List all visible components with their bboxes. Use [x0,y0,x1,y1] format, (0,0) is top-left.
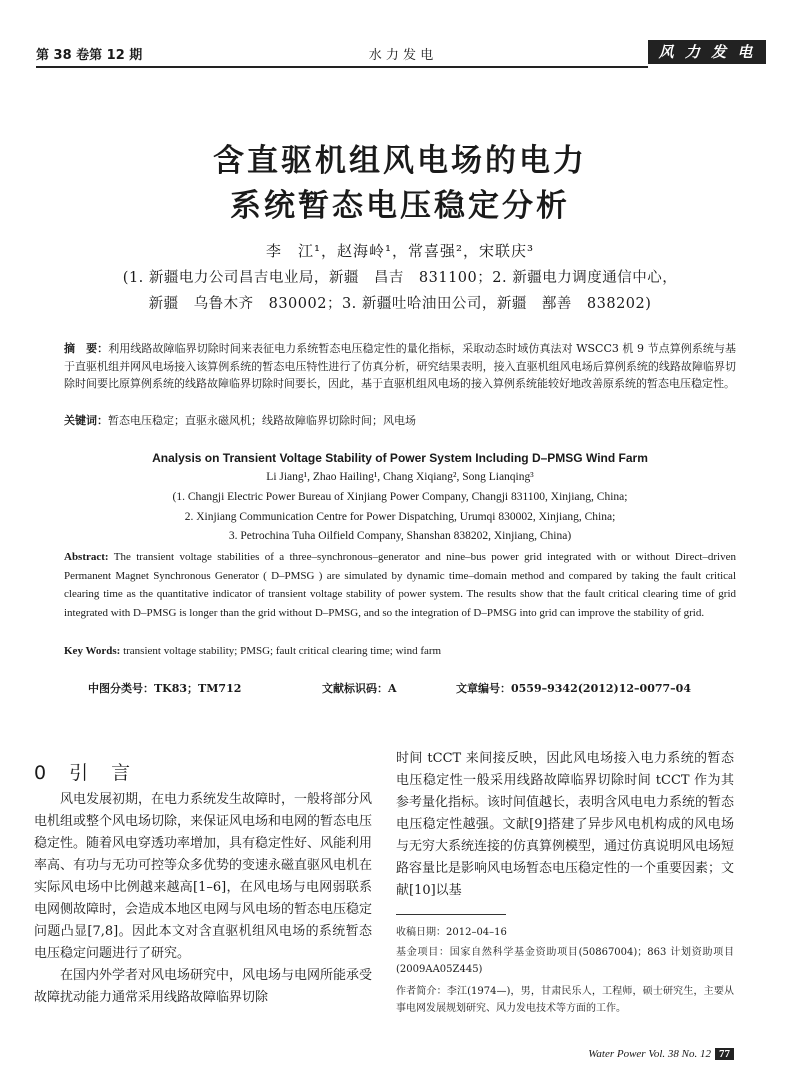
abstract-cn-text: 利用线路故障临界切除时间来表征电力系统暂态电压稳定性的量化指标，采取动态时域仿真法对 WSCC3 机 9 节点算例系统与基于直驱机组并网风电场接入该算例系统的暂态电压特性进行了仿真分析，研究结果表明，接入直驱机组风电场后算例系统的线路故障临界切除时间要比原算例系统的线路故障临界切除时间要长，因此，基于直驱机组风电场的接入算例系统能较好地改善原系统的暂态电压稳定性。 [64,342,737,390]
keywords-cn-text: 暂态电压稳定；直驱永磁风机；线路故障临界切除时间；风电场 [108,414,416,427]
left-column [34,758,372,1009]
page-number: 77 [715,1048,734,1060]
affiliation-cn-1: (1. 新疆电力公司昌吉电业局，新疆 昌吉 831100；2. 新疆电力调度通信中心， [122,270,678,286]
header-rule [36,66,648,68]
section-heading: 0 引 言 [34,762,133,784]
footer-journal: Water Power Vol. 38 No. 12 [588,1048,711,1060]
english-authors: Li Jiang¹, Zhao Hailing¹, Chang Xiqiang², Song Lianqing³ [266,471,534,483]
keywords-cn-label: 关键词： [64,414,108,427]
title-line-1: 含直驱机组风电场的电力 [213,143,587,179]
journal-name: 水 力 发 电 [368,48,434,63]
english-affiliation-1: (1. Changji Electric Power Bureau of Xinjiang Power Company, Changji 831100, Xinjiang, China; [172,491,628,503]
footnote-rule [396,914,506,915]
english-abstract [64,548,736,622]
keywords-cn [64,412,736,430]
english-keywords-label: Key Words: [64,645,121,657]
footnote-fund: 基金项目：国家自然科学基金资助项目(50867004)；863 计划资助项目(2009AA05Z445) [396,947,734,975]
page-footer [588,1048,734,1060]
english-title: Analysis on Transient Voltage Stability of Power System Including D–PMSG Wind Farm [152,451,648,465]
english-abstract-text: The transient voltage stabilities of a three–synchronous–generator and nine–bus power grid integrated with or without Direct–driven Permanent Magnet Synchronous Generator ( D–PMSG ) are simulated by dynamic time–domain method and compared by taking the fault critical clearing time as the quantitative indicator of transient voltage stability of power system. The results show that the fault critical clearing time of grid integrated with D–PMSG is longer than the grid without D–PMSG, and so the integration of D–PMSG into grid can improve the stability of grid. [64,551,736,619]
intro-paragraph-1: 风电发展初期，在电力系统发生故障时，一般将部分风电机组或整个风电场切除，来保证风电场和电网的暂态电压稳定性。随着风电穿透功率增加，具有稳定性好、风能利用率高、有功与无功可控等众多优势的变速永磁直驱风电机在实际风电场中比例越来越高[1–6]，在风电场与电网弱联系电网侧故障时，会造成本地区电网与风电场的暂态电压稳定问题凸显[7,8]。因此本文对含直驱机组风电场的系统暂态电压稳定问题进行了研究。 [34,792,373,961]
english-affiliation-3: 3. Petrochina Tuha Oilfield Company, Shanshan 838202, Xinjiang, China) [228,530,572,542]
document-code: 文献标识码：A [322,682,397,695]
english-keywords-text: transient voltage stability; PMSG; fault critical clearing time; wind farm [120,645,442,657]
section-badge: 风 力 发 电 [648,40,766,64]
abstract-cn [64,340,736,393]
volume-issue: 第 38 卷第 12 期 [36,48,143,63]
article-number: 文章编号：0559–9342(2012)12–0077–04 [456,682,691,695]
english-abstract-label: Abstract: [64,551,109,563]
footnote-received: 收稿日期：2012–04–16 [396,927,507,938]
intro-paragraph-2: 在国内外学者对风电场研究中，风电场与电网所能承受故障扰动能力通常采用线路故障临界切除 [34,968,373,1005]
page-header [36,38,766,68]
authors-cn: 李 江¹，赵海岭¹，常喜强²，宋联庆³ [265,242,535,260]
title-line-2: 系统暂态电压稳定分析 [230,188,570,224]
affiliation-cn-2: 新疆 乌鲁木齐 830002；3. 新疆吐哈油田公司，新疆 鄯善 838202) [148,296,652,312]
footnote-author: 作者简介：李江(1974—)，男，甘肃民乐人，工程师，硕士研究生，主要从事电网发展规划研究、风力发电技术等方面的工作。 [396,986,734,1014]
right-column [396,748,734,902]
clc-number: 中图分类号：TK83；TM712 [88,682,242,695]
english-keywords [64,645,736,657]
intro-paragraph-3: 时间 tCCT 来间接反映，因此风电场接入电力系统的暂态电压稳定性一般采用线路故障临界切除时间 tCCT 作为其参考量化指标。该时间值越长，表明含风电电力系统的暂态电压稳定性越强。文献[9]搭建了异步风电机构成的风电场与无穷大系统连接的仿真算例模型，通过仿真说明风电场短路容量比是影响风电场暂态电压稳定性的一个重要因素；文献[10]以基 [396,751,735,898]
abstract-cn-label: 摘 要： [64,342,109,355]
english-affiliation-2: 2. Xinjiang Communication Centre for Power Dispatching, Urumqi 830002, Xinjiang, China; [184,511,616,523]
